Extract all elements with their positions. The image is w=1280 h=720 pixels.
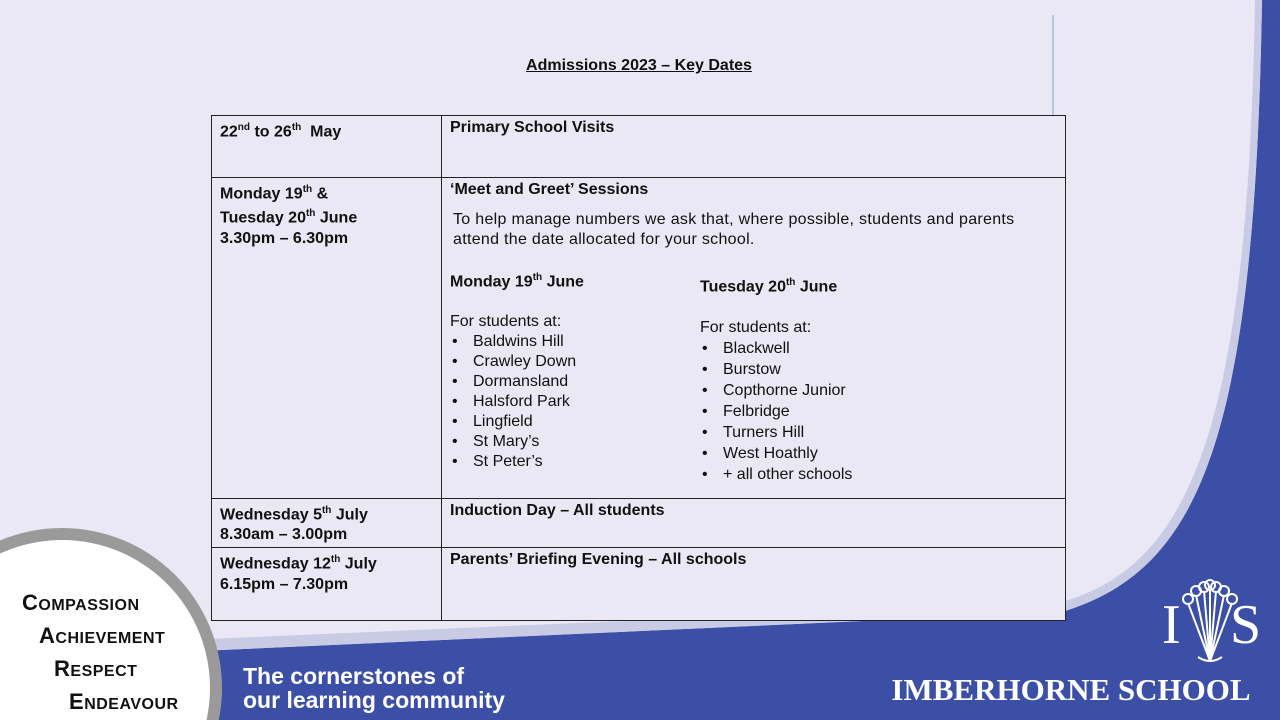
list-item: • Felbridge — [700, 401, 1060, 422]
tuesday-group: Tuesday 20th June For students at: • Blackwell • Burstow • Copthorne Junior • Felbridge • Turners Hill • West Hoathly • + all other schools — [700, 273, 1060, 485]
value-compassion: COMPASSION — [22, 590, 140, 615]
tagline: The cornerstones of our learning community — [243, 663, 505, 713]
list-item: • St Peter’s — [450, 452, 690, 472]
event-cell: Parents’ Briefing Evening – All schools — [442, 548, 1066, 621]
monday-group: Monday 19th June For students at: • Baldwins Hill • Crawley Down • Dormansland • Halsford Park • Lingfield • St Mary’s • St Peter’s — [450, 268, 690, 472]
date-cell: Monday 19th & Tuesday 20th June 3.30pm – 6.30pm — [212, 178, 442, 499]
date-cell: Wednesday 12th July 6.15pm – 7.30pm — [212, 548, 442, 621]
list-item: • Lingfield — [450, 412, 690, 432]
event-cell: Induction Day – All students — [442, 499, 1066, 548]
event-title: ‘Meet and Greet’ Sessions — [450, 181, 649, 198]
date-cell: 22nd to 26th May — [212, 116, 442, 178]
value-respect: RESPECT — [54, 656, 138, 681]
page-title: Admissions 2023 – Key Dates — [526, 57, 752, 74]
list-item: • Burstow — [700, 359, 1060, 380]
school-crest-logo — [1148, 573, 1272, 667]
logo-letter-s: S — [1230, 594, 1262, 656]
table-row — [212, 499, 1066, 548]
list-item: • Halsford Park — [450, 392, 690, 412]
key-dates-table — [211, 115, 1066, 621]
list-item: • Blackwell — [700, 338, 1060, 359]
table-row — [212, 178, 1066, 499]
school-values — [0, 580, 220, 720]
list-item: • West Hoathly — [700, 443, 1060, 464]
list-item: • Dormansland — [450, 372, 690, 392]
value-endeavour: ENDEAVOUR — [69, 689, 179, 714]
logo-letter-i: I — [1162, 594, 1181, 656]
list-item: • Copthorne Junior — [700, 380, 1060, 401]
list-item: • Crawley Down — [450, 352, 690, 372]
list-item: • St Mary’s — [450, 432, 690, 452]
table-row — [212, 116, 1066, 178]
event-cell — [442, 178, 1066, 499]
event-cell: Primary School Visits — [442, 116, 1066, 178]
date-cell: Wednesday 5th July 8.30am – 3.00pm — [212, 499, 442, 548]
table-row — [212, 548, 1066, 621]
list-item: • Turners Hill — [700, 422, 1060, 443]
list-item: • + all other schools — [700, 464, 1060, 485]
value-achievement: ACHIEVEMENT — [39, 623, 166, 648]
school-name: IMBERHORNE SCHOOL — [870, 666, 1272, 714]
list-item: • Baldwins Hill — [450, 332, 690, 352]
intro-text: To help manage numbers we ask that, where possible, students and parents attend the date allocated for your school. — [453, 211, 1015, 248]
